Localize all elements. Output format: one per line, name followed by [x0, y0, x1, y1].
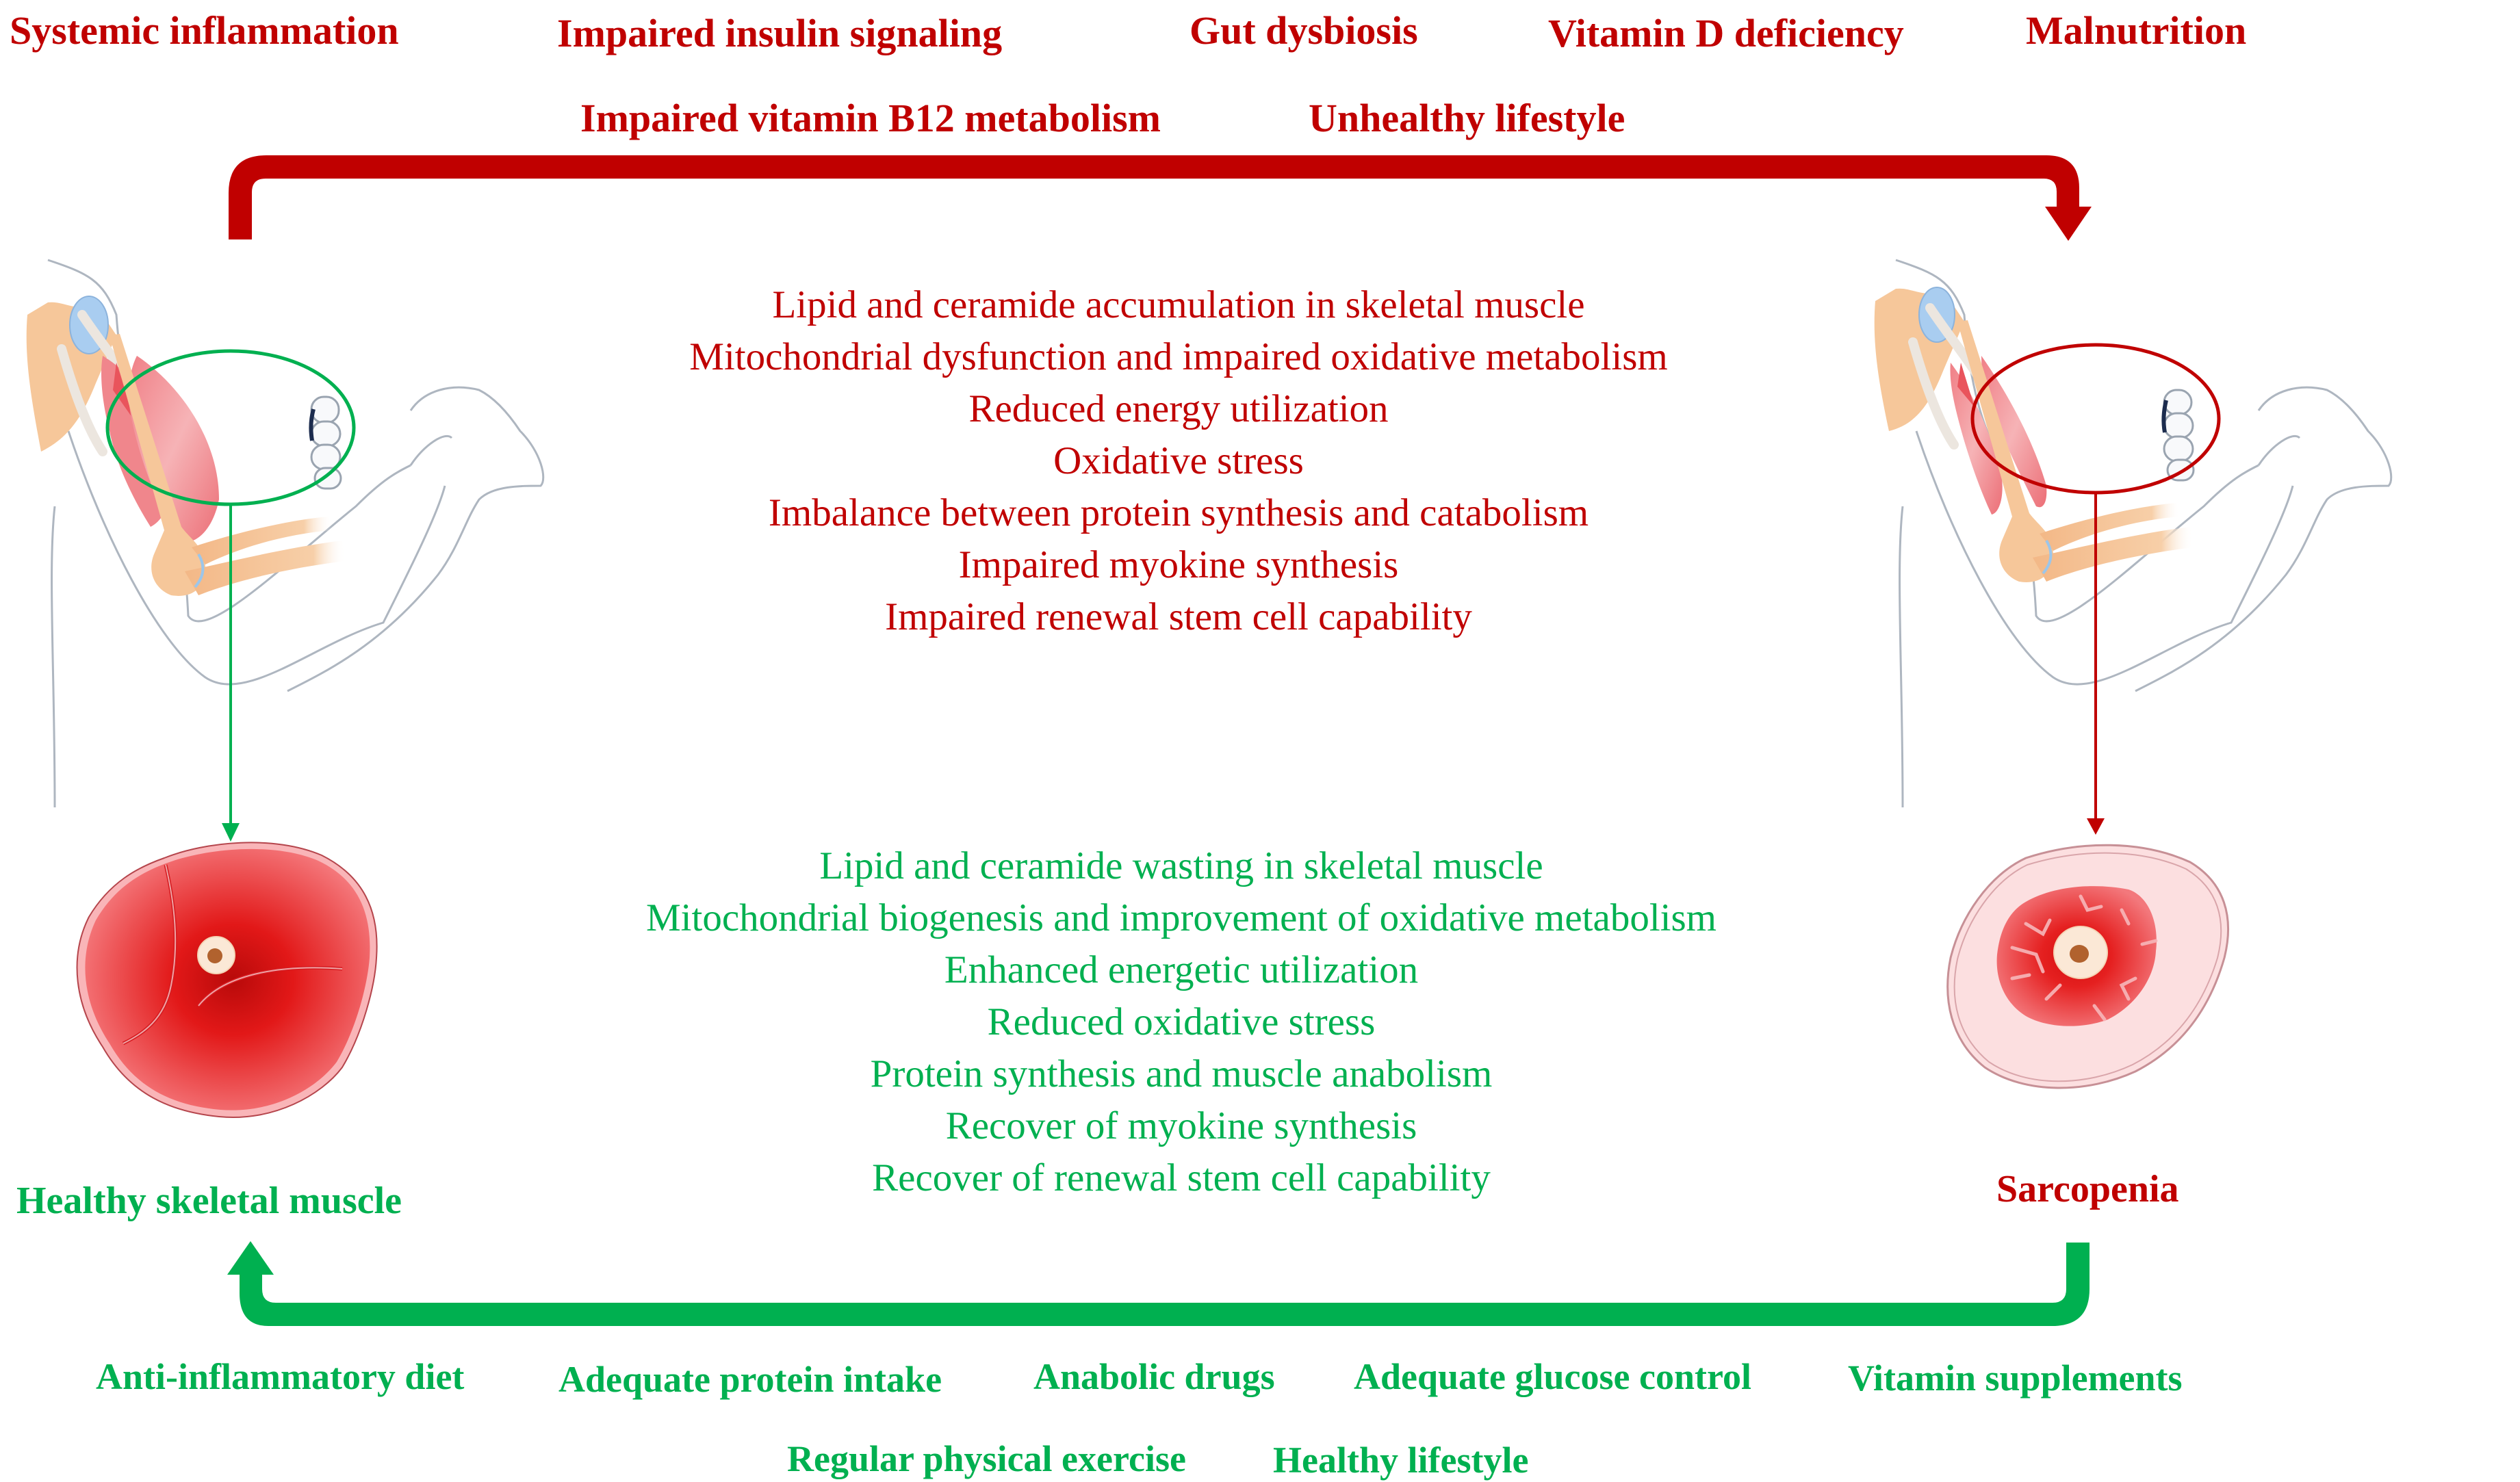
sarcopenic-arm-illustration	[1875, 260, 2391, 807]
healthy-skeletal-muscle-label: Healthy skeletal muscle	[16, 1180, 402, 1222]
mechanism-reduced-oxidative-stress: Reduced oxidative stress	[987, 1000, 1376, 1043]
mechanism-recover-stem-cell: Recover of renewal stem cell capability	[872, 1156, 1491, 1199]
interventions	[96, 1356, 2183, 1481]
detrimental-mechanisms-list	[689, 283, 1667, 638]
healthy-arm-illustration	[27, 260, 543, 807]
risk-factor-unhealthy-lifestyle: Unhealthy lifestyle	[1309, 96, 1625, 140]
intervention-physical-exercise: Regular physical exercise	[787, 1438, 1186, 1479]
mechanism-mitochondrial-dysfunction: Mitochondrial dysfunction and impaired oxidative metabolism	[689, 335, 1668, 378]
beneficial-mechanisms-list	[646, 844, 1717, 1199]
risk-factors	[10, 8, 2246, 140]
risk-factor-impaired-insulin-signaling: Impaired insulin signaling	[557, 11, 1003, 55]
intervention-anabolic-drugs: Anabolic drugs	[1033, 1356, 1275, 1397]
mechanism-protein-imbalance: Imbalance between protein synthesis and catabolism	[768, 491, 1589, 534]
mechanism-recover-myokine: Recover of myokine synthesis	[945, 1104, 1417, 1147]
mechanism-oxidative-stress: Oxidative stress	[1053, 439, 1304, 482]
intervention-adequate-protein-intake: Adequate protein intake	[558, 1359, 942, 1400]
mechanism-lipid-accumulation: Lipid and ceramide accumulation in skeletal muscle	[772, 283, 1585, 326]
risk-factor-systemic-inflammation: Systemic inflammation	[10, 8, 399, 53]
sarcopenia-label: Sarcopenia	[1996, 1168, 2179, 1210]
intervention-anti-inflammatory-diet: Anti-inflammatory diet	[96, 1356, 465, 1397]
risk-factor-malnutrition: Malnutrition	[2026, 8, 2247, 53]
mechanism-lipid-wasting: Lipid and ceramide wasting in skeletal muscle	[819, 844, 1543, 887]
sarcopenic-muscle-cross-section	[1948, 845, 2228, 1088]
mechanism-impaired-stem-cell: Impaired renewal stem cell capability	[885, 595, 1472, 638]
intervention-healthy-lifestyle: Healthy lifestyle	[1273, 1440, 1529, 1481]
mechanism-enhanced-energy: Enhanced energetic utilization	[944, 948, 1419, 991]
recovery-arrow-green	[227, 1241, 2090, 1326]
mechanism-mitochondrial-biogenesis: Mitochondrial biogenesis and improvement of oxidative metabolism	[645, 896, 1717, 939]
intervention-vitamin-supplements: Vitamin supplements	[1848, 1357, 2183, 1399]
mechanism-protein-anabolism: Protein synthesis and muscle anabolism	[870, 1052, 1493, 1095]
mechanism-reduced-energy: Reduced energy utilization	[968, 387, 1389, 430]
risk-factor-vitamin-d-deficiency: Vitamin D deficiency	[1548, 11, 1904, 55]
healthy-muscle-cross-section	[77, 842, 377, 1117]
risk-factor-impaired-b12-metabolism: Impaired vitamin B12 metabolism	[580, 96, 1161, 140]
risk-factor-gut-dysbiosis: Gut dysbiosis	[1190, 8, 1418, 53]
progression-arrow-red	[229, 155, 2092, 241]
mechanism-impaired-myokine: Impaired myokine synthesis	[958, 543, 1399, 586]
intervention-glucose-control: Adequate glucose control	[1354, 1356, 1751, 1397]
